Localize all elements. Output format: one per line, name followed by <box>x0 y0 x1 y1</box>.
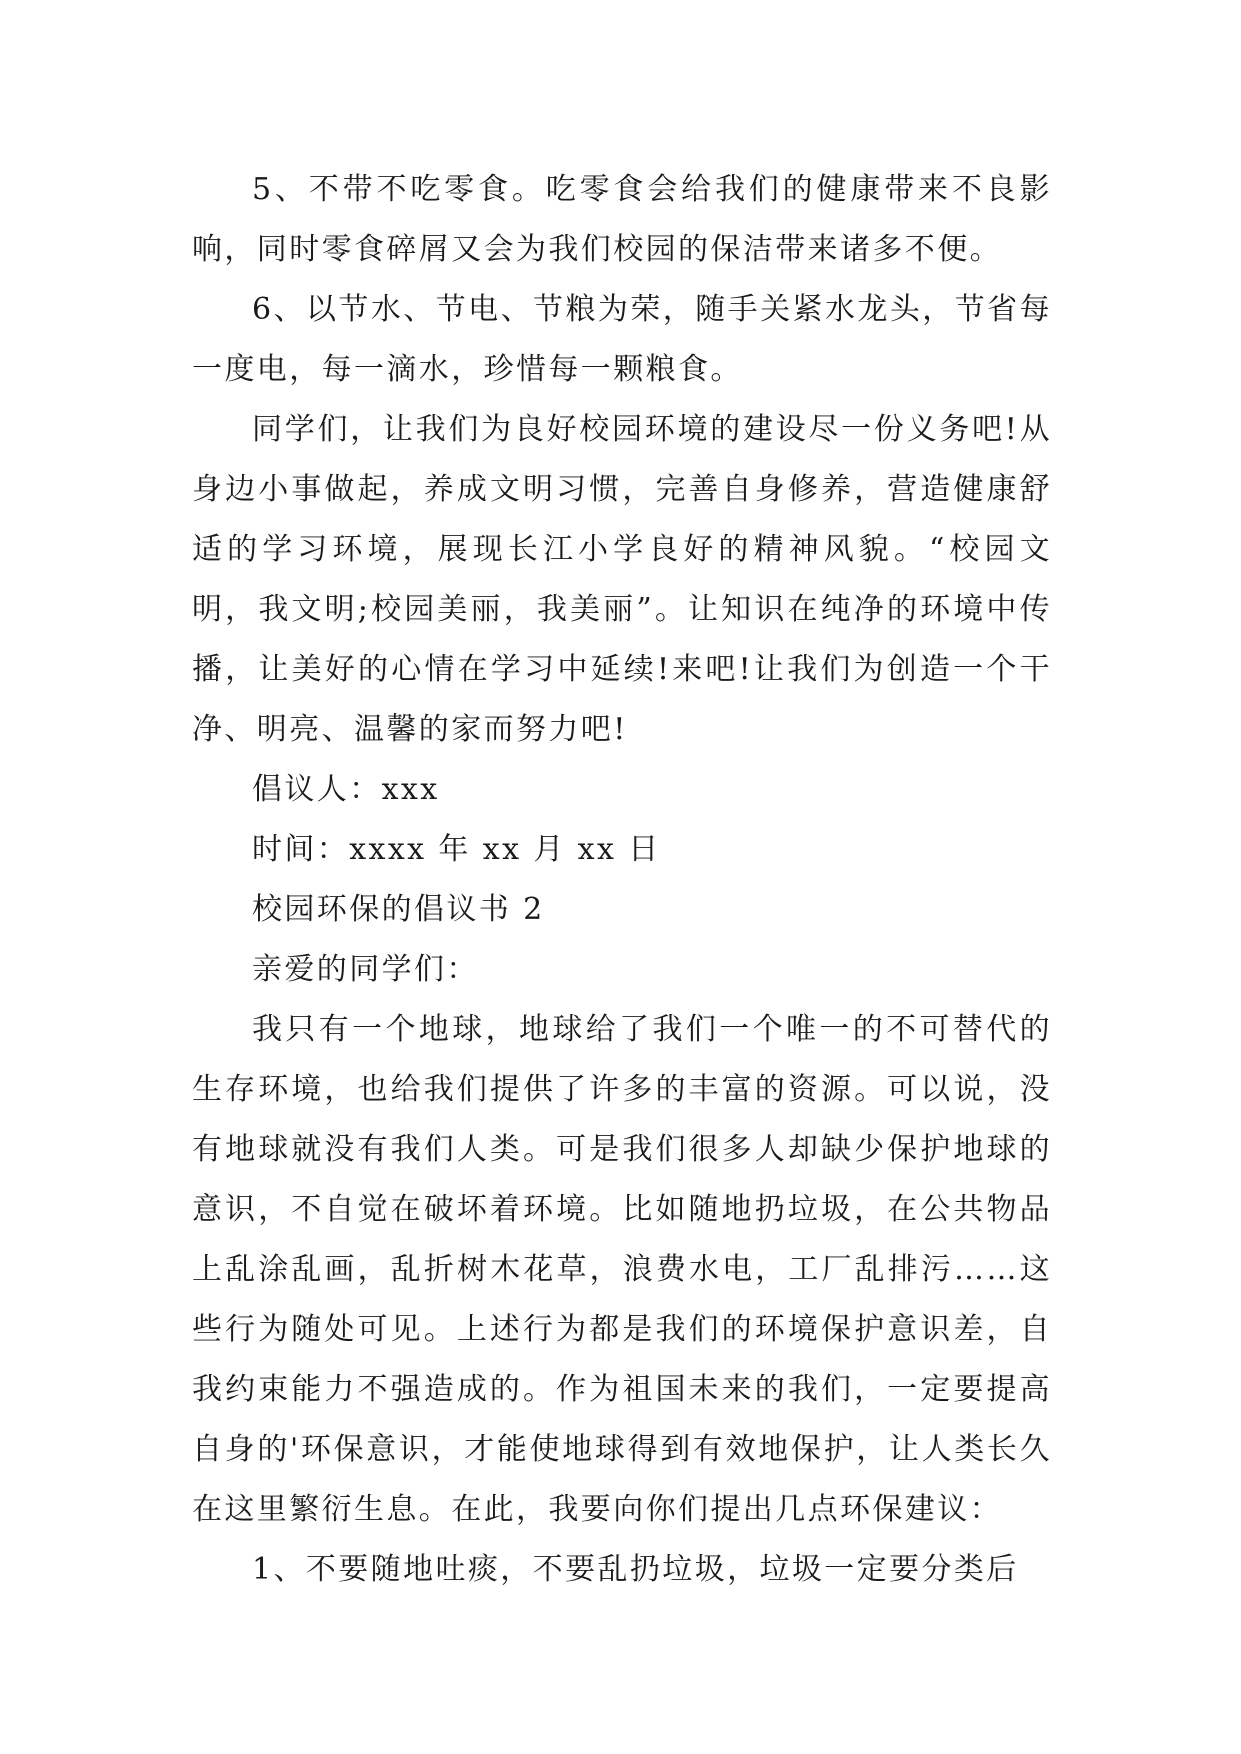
paragraph-no-snacks: 5、不带不吃零食。吃零食会给我们的健康带来不良影响，同时零食碎屑又会为我们校园的保洁带来诸多不便。 <box>192 172 1052 267</box>
salutation: 亲爱的同学们： <box>252 952 479 987</box>
date-line: 时间：xxxx 年 xx 月 xx 日 <box>252 832 661 867</box>
initiator-line: 倡议人：xxx <box>252 772 440 807</box>
section-title: 校园环保的倡议书 2 <box>252 892 545 927</box>
paragraph-one-earth: 我只有一个地球，地球给了我们一个唯一的不可替代的生存环境，也给我们提供了许多的丰富的资源。可以说，没有地球就没有我们人类。可是我们很多人却缺少保护地球的意识，不自觉在破坏着环境。比如随地扔垃圾，在公共物品上乱涂乱画，乱折树木花草，浪费水电，工厂乱排污……这些行为随处可见。上述行为都是我们的环境保护意识差，自我约束能力不强造成的。作为祖国未来的我们，一定要提高自身的'环保意识，才能使地球得到有效地保护，让人类长久在这里繁衍生息。在此，我要向你们提出几点环保建议： <box>192 1012 1052 1527</box>
paragraph-save-resources: 6、以节水、节电、节粮为荣，随手关紧水龙头，节省每一度电，每一滴水，珍惜每一颗粮食。 <box>192 292 1052 387</box>
document-body <box>192 160 1052 1600</box>
paragraph-suggestion-1: 1、不要随地吐痰，不要乱扔垃圾，垃圾一定要分类后 <box>252 1552 1019 1587</box>
paragraph-call-to-action: 同学们，让我们为良好校园环境的建设尽一份义务吧!从身边小事做起，养成文明习惯，完善自身修养，营造健康舒适的学习环境，展现长江小学良好的精神风貌。“校园文明，我文明;校园美丽，我美丽”。让知识在纯净的环境中传播，让美好的心情在学习中延续!来吧!让我们为创造一个干净、明亮、温馨的家而努力吧! <box>192 412 1052 747</box>
